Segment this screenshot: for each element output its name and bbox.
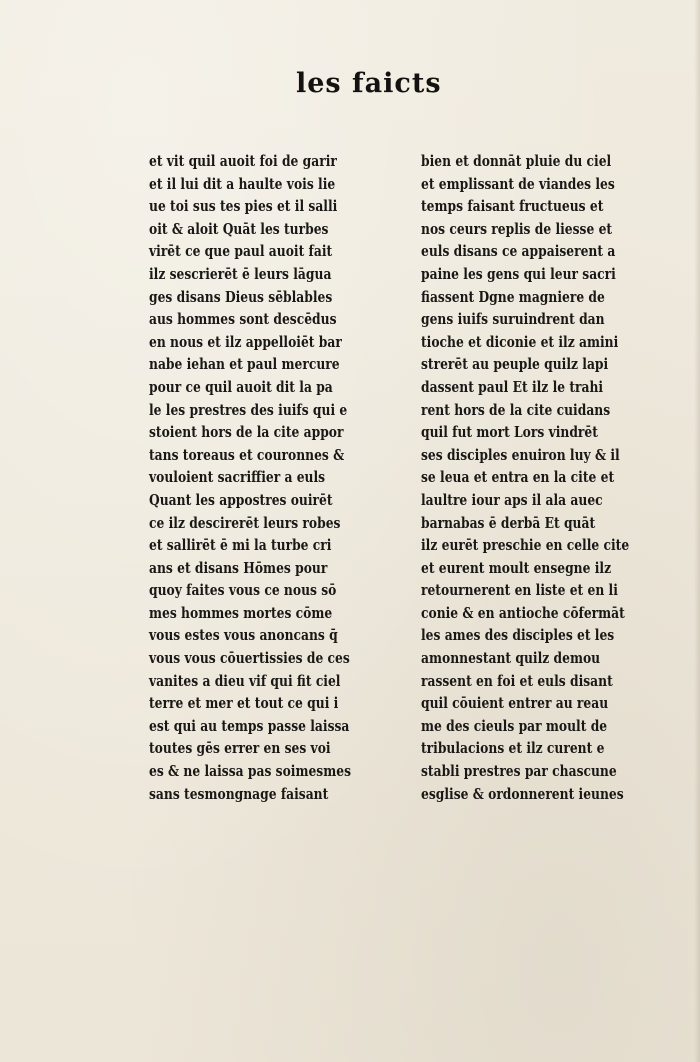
text-line: fiassent Dgne magniere de (421, 287, 605, 306)
text-line: en nous et ilz appelloiēt bar (149, 332, 342, 351)
text-line: oit & aloit Quāt les turbes (149, 219, 329, 238)
running-head: les faicts (296, 68, 442, 99)
text-line: sans tesmongnage faisant (149, 784, 329, 803)
text-line: mes hommes mortes cōme (149, 603, 333, 622)
text-line: et eurent moult ensegne ilz (421, 558, 612, 577)
text-line: ilz sescrierēt ē leurs lāgua (149, 264, 332, 283)
text-line: le les prestres des iuifs qui e (149, 400, 348, 419)
text-line: gens iuifs suruindrent dan (421, 310, 605, 329)
text-line: nos ceurs replis de liesse et (421, 219, 613, 238)
text-line: ce ilz descirerēt leurs robes (149, 513, 341, 532)
text-line: quil fut mort Lors vindrēt (421, 423, 598, 442)
text-line: me des cieuls par moult de (421, 716, 608, 735)
text-line: les ames des disciples et les (421, 626, 615, 645)
text-line: vanites a dieu vif qui fit ciel (149, 671, 341, 690)
text-line: virēt ce que paul auoit fait (149, 242, 333, 261)
text-line: tans toreaus et couronnes & (149, 445, 345, 464)
text-line: rent hors de la cite cuidans (421, 400, 611, 419)
text-line: strerēt au peuple quilz lapi (421, 355, 609, 374)
text-line: stoient hors de la cite appor (149, 423, 344, 442)
text-line: amonnestant quilz demou (421, 649, 601, 668)
text-line: vous estes vous anoncans q̄ (149, 626, 338, 645)
text-line: quil cōuient entrer au reau (421, 694, 609, 713)
text-line: esglise & ordonnerent ieunes (421, 784, 624, 803)
text-line: bien et donnāt pluie du ciel (421, 152, 612, 170)
text-line: temps faisant fructueus et (421, 197, 604, 216)
text-line: laultre iour aps il ala auec (421, 490, 603, 509)
page-edge-shadow (694, 0, 700, 1062)
text-line: nabe iehan et paul mercure (149, 355, 340, 374)
text-line: toutes gēs errer en ses voi (149, 739, 331, 758)
text-line: ges disans Dieus sēblables (149, 287, 333, 306)
text-line: et il lui dit a haulte vois lie (149, 174, 336, 193)
text-line: es & ne laissa pas soimesmes (149, 762, 352, 781)
text-line: tioche et diconie et ilz amini (421, 332, 619, 351)
text-line: ses disciples enuiron luy & il (421, 445, 620, 464)
text-line: ans et disans Hōmes pour (149, 558, 328, 577)
text-line: pour ce quil auoit dit la pa (149, 377, 333, 396)
text-line: rassent en foi et euls disant (421, 671, 613, 690)
text-line: est qui au temps passe laissa (149, 716, 350, 735)
text-line: euls disans ce appaiserent a (421, 242, 616, 261)
text-line: ue toi sus tes pies et il salli (149, 197, 338, 216)
text-line: dassent paul Et ilz le trahi (421, 377, 604, 396)
text-line: quoy faites vous ce nous sō (149, 581, 337, 600)
text-line: ilz eurēt preschie en celle cite (421, 536, 630, 555)
text-line: se leua et entra en la cite et (421, 468, 615, 487)
text-line: vouloient sacriffier a euls (149, 468, 326, 487)
text-line: et vit quil auoit foi de garir (149, 152, 337, 170)
text-line: stabli prestres par chascune (421, 762, 617, 781)
text-line: paine les gens qui leur sacri (421, 264, 616, 283)
text-line: vous vous cōuertissies de ces (149, 649, 350, 668)
text-line: retournerent en liste et en li (421, 581, 618, 600)
text-line: conie & en antioche cōfermāt (421, 603, 625, 622)
text-line: Quant les appostres ouirēt (149, 490, 333, 509)
text-line: terre et mer et tout ce qui i (149, 694, 339, 713)
text-line: tribulacions et ilz curent e (421, 739, 605, 758)
text-column-right (421, 150, 646, 805)
text-line: barnabas ē derbā Et quāt (421, 513, 596, 532)
text-column-left (149, 150, 371, 805)
text-line: et emplissant de viandes les (421, 174, 615, 193)
text-line: aus hommes sont descēdus (149, 310, 337, 329)
text-line: et sallirēt ē mi la turbe cri (149, 536, 332, 555)
